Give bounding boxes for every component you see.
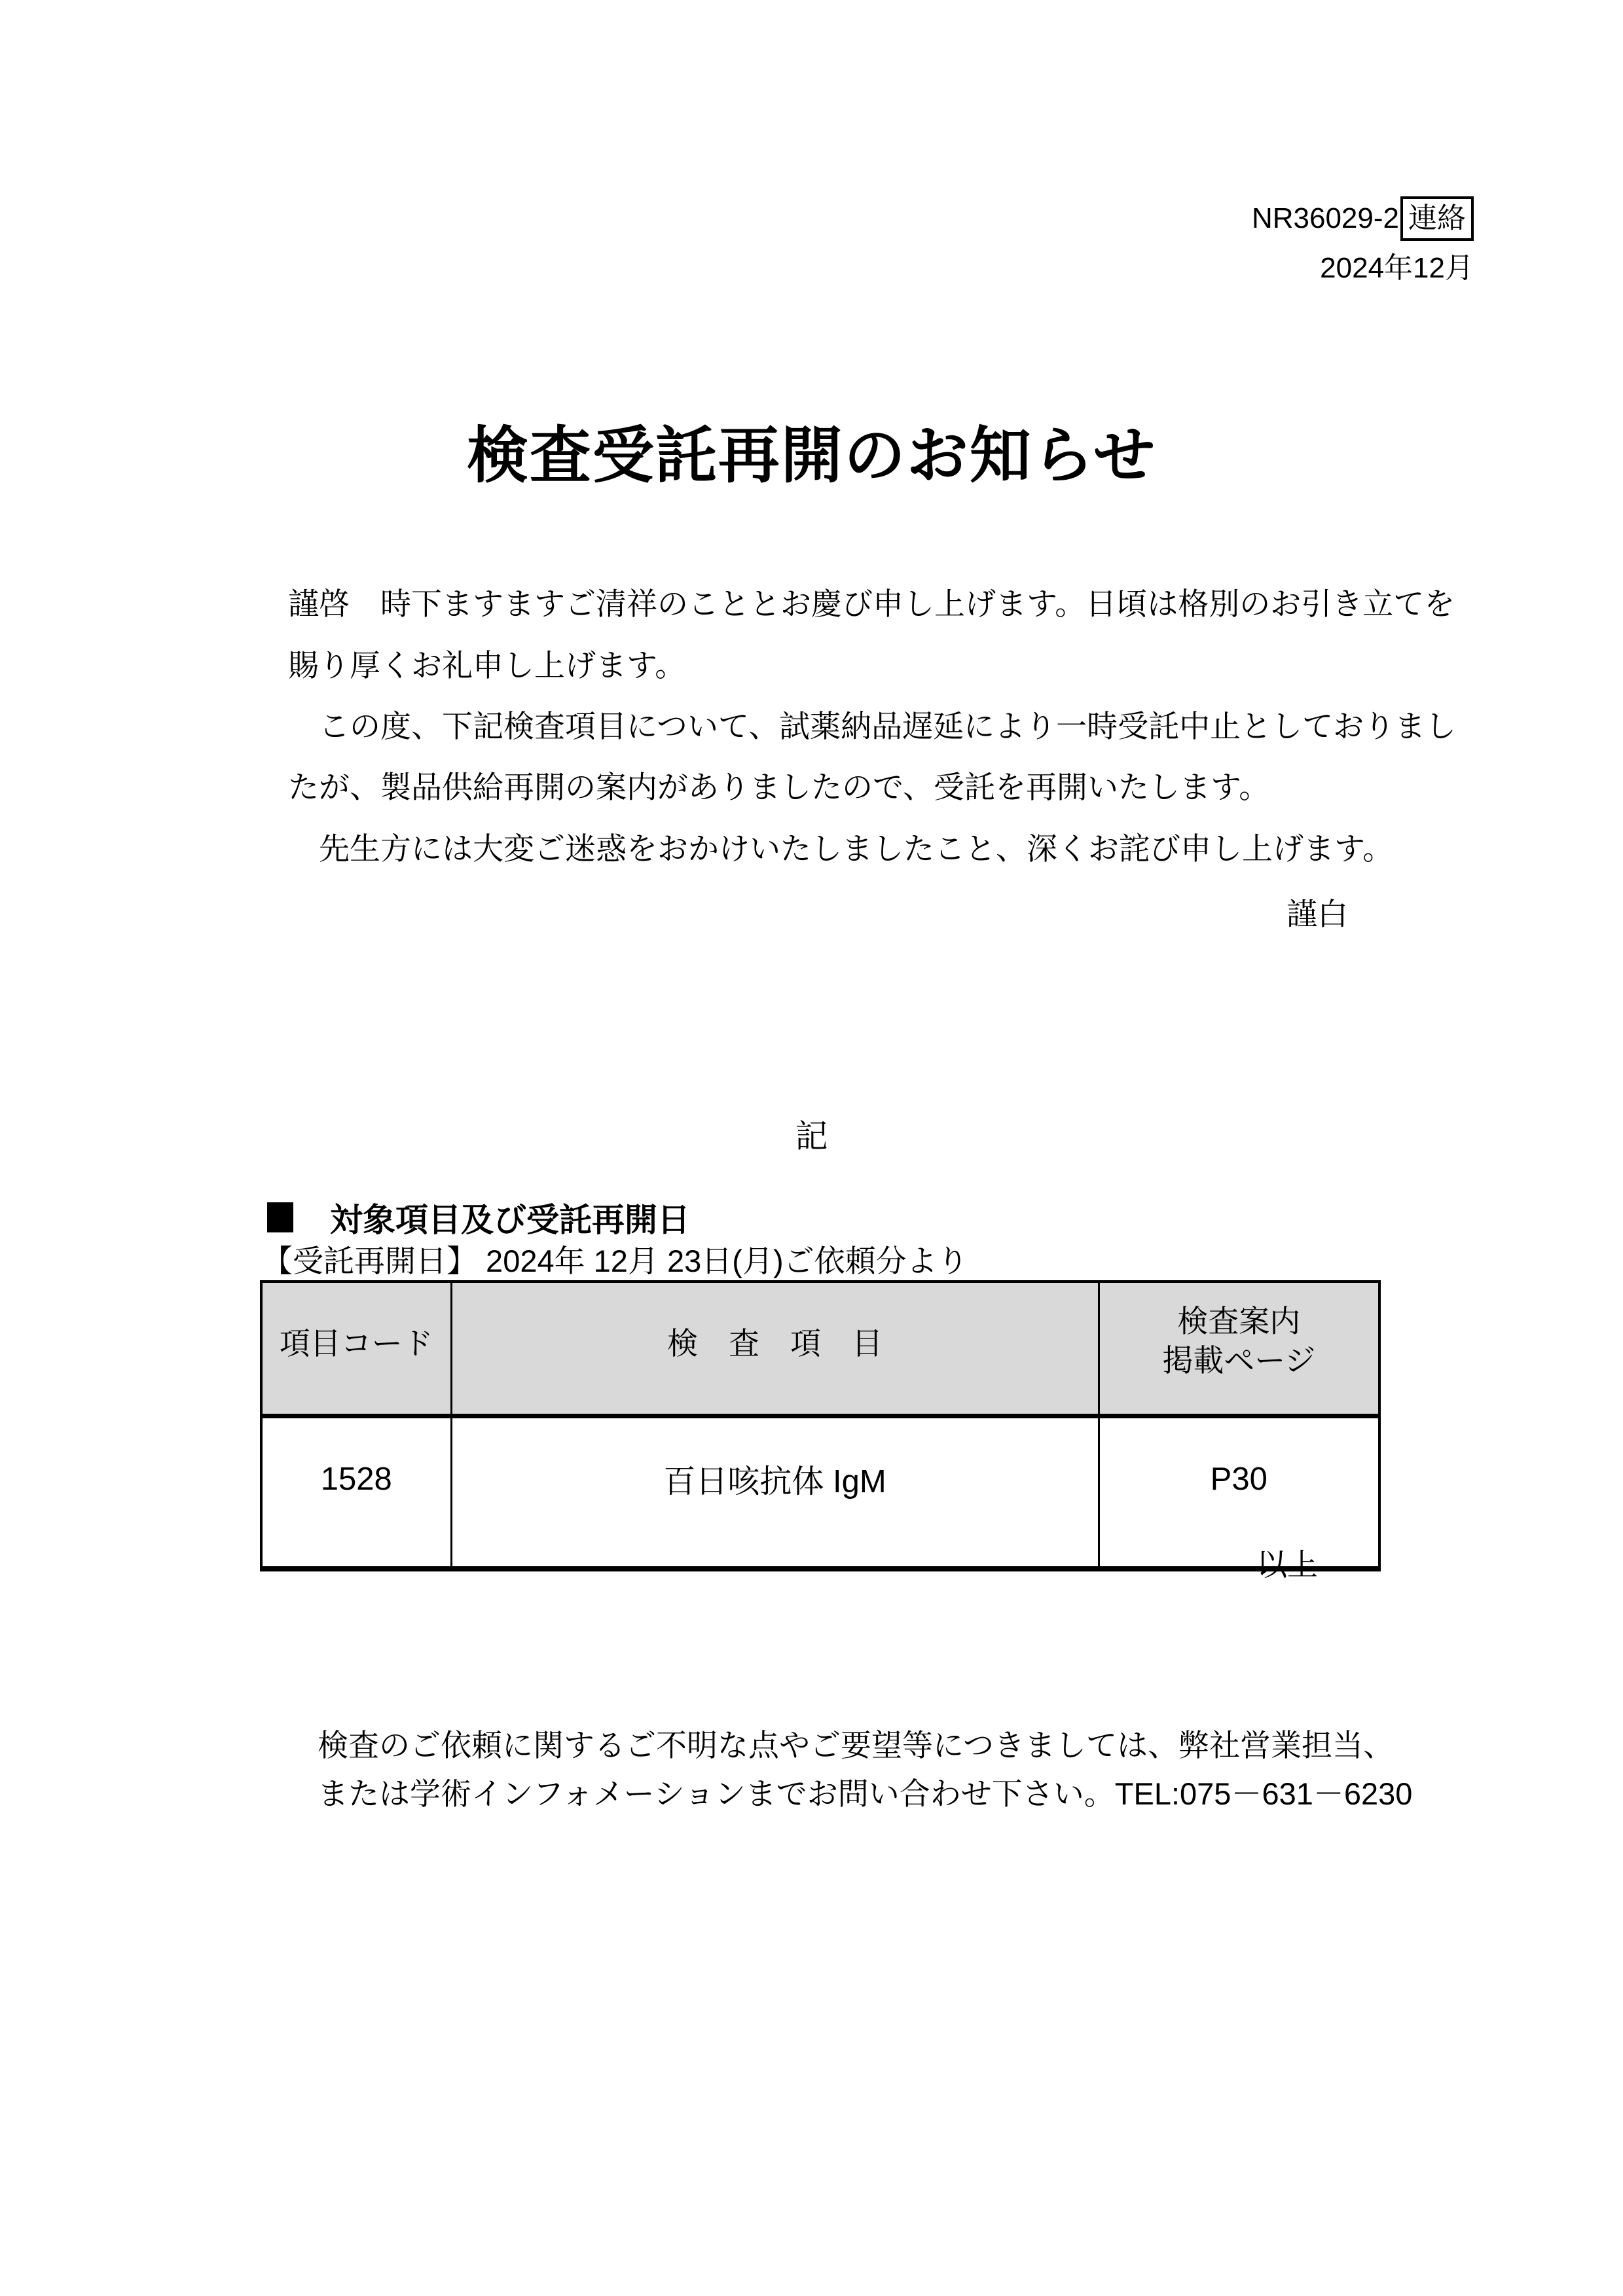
record-mark: 記 — [795, 1118, 828, 1155]
contact-stamp-box: 連絡 — [1400, 196, 1474, 241]
end-mark: 以上 — [1256, 1547, 1318, 1582]
cell-test-item: 百日咳抗体 IgM — [451, 1416, 1099, 1570]
doc-reference-block — [1252, 194, 1474, 293]
header-cell-test-item: 検 査 項 目 — [451, 1282, 1099, 1416]
header-guide-line-1: 検査案内 — [1177, 1304, 1301, 1338]
cell-item-code: 1528 — [261, 1416, 451, 1570]
header-cell-guide-page — [1099, 1282, 1379, 1416]
body-line-2: 賜り厚くお礼申し上げます。 — [288, 648, 686, 683]
body-line-1: 謹啓 時下ますますご清祥のこととお慶び申し上げます。日頃は格別のお引き立てを — [288, 586, 1455, 621]
closing-salutation: 謹白 — [1286, 897, 1348, 931]
header-cell-item-code: 項目コード — [261, 1282, 451, 1416]
black-square-bullet-icon — [267, 1202, 293, 1232]
footer-contact-line-1: 検査のご依頼に関するご不明な点やご要望等につきましては、弊社営業担当、 — [318, 1728, 1395, 1763]
doc-reference-line — [1252, 194, 1474, 243]
body-line-3: この度、下記検査項目について、試薬納品遅延により一時受託中止としておりまし — [288, 709, 1457, 744]
items-table — [260, 1280, 1381, 1571]
footer-contact-line-2: または学術インフォメーションまでお問い合わせ下さい。TEL:075－631－6230 — [318, 1776, 1413, 1811]
section-heading-label: 対象項目及び受託再開日 — [330, 1202, 690, 1238]
resume-date-line: 【受託再開日】 2024年 12月 23日(月)ご依頼分より — [262, 1244, 968, 1278]
section-heading — [267, 1194, 690, 1241]
body-line-5: 先生方には大変ご迷惑をおかけいたしましたこと、深くお詫び申し上げます。 — [288, 831, 1394, 866]
table-row — [261, 1416, 1379, 1570]
table-header-row — [261, 1282, 1379, 1416]
header-guide-line-2: 掲載ページ — [1162, 1343, 1316, 1378]
doc-reference-date: 2024年12月 — [1320, 252, 1474, 284]
body-line-4: たが、製品供給再開の案内がありましたので、受託を再開いたします。 — [288, 770, 1270, 804]
doc-reference-id: NR36029-2 — [1251, 202, 1399, 234]
page-title: 検査受託再開のお知らせ — [466, 421, 1157, 490]
cell-guide-page: P30 — [1099, 1416, 1379, 1570]
